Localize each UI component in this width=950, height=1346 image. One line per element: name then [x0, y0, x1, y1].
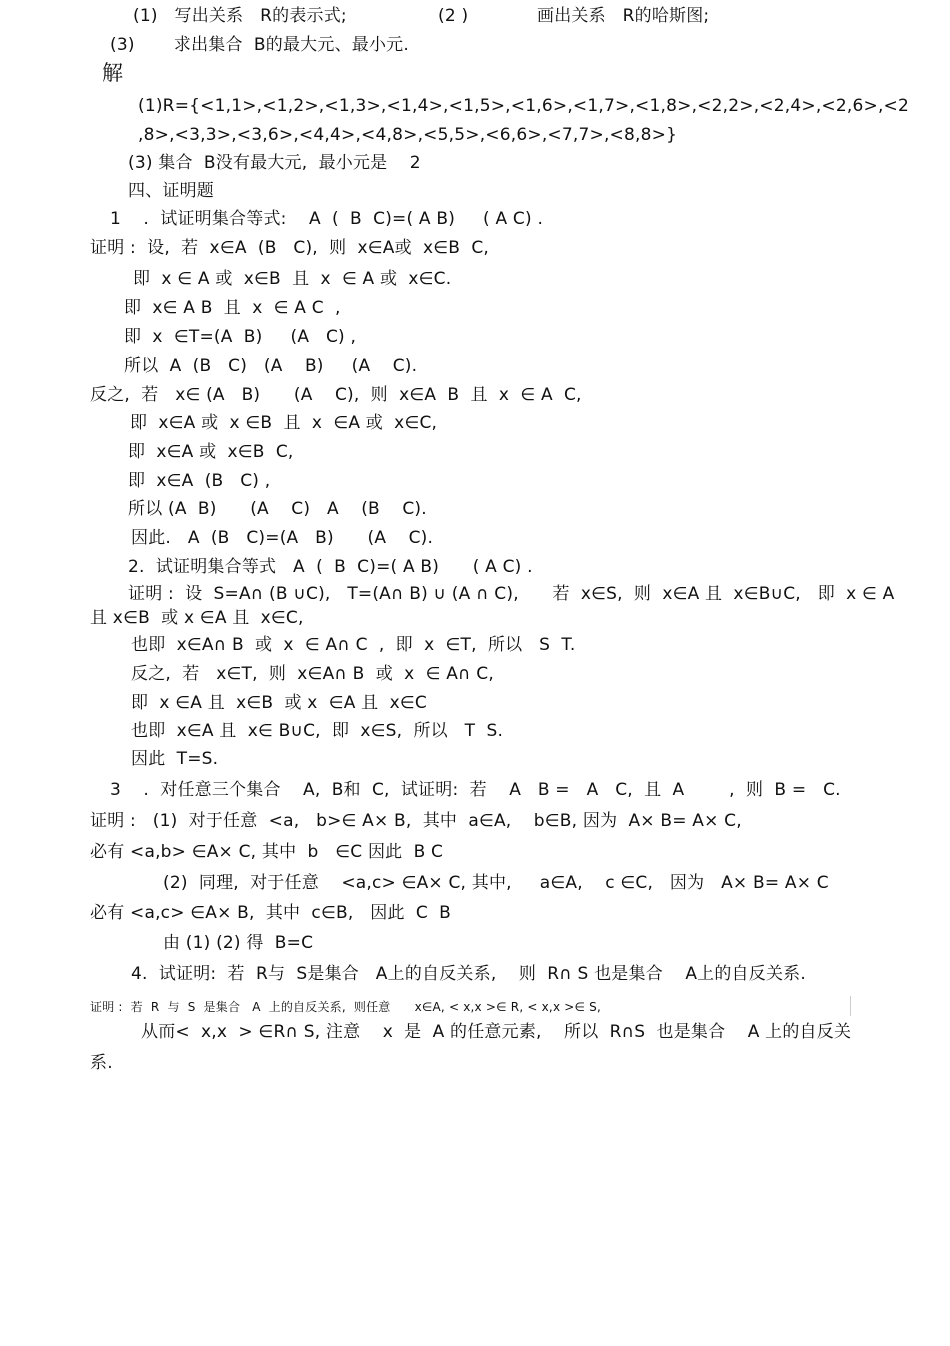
proof-1-line: 即 x∈ A B 且 x ∈ A C ,: [124, 298, 341, 318]
proof-3-line: 证明 : (1) 对于任意 <a, b>∈ A× B, 其中 a∈A, b∈B, 因为 A× B= A× C,: [90, 811, 742, 831]
relation-set-line-1: (1)R={<1,1>,<1,2>,<1,3>,<1,4>,<1,5>,<1,6>,<1,7>,<1,8>,<2,2>,<2,4>,<2,6>,<2: [138, 96, 910, 116]
section-heading: 四、证明题: [128, 181, 214, 201]
proof-1-line: 即 x ∈ A 或 x∈B 且 x ∈ A 或 x∈C.: [133, 269, 452, 289]
answer-3: (3) 集合 B没有最大元, 最小元是 2: [128, 153, 421, 173]
proof-2-conclusion: 因此 T=S.: [131, 749, 219, 769]
question-item-2-number: (2 ): [438, 6, 469, 26]
proof-1-line: 证明 : 设, 若 x∈A (B C), 则 x∈A或 x∈B C,: [90, 238, 490, 258]
proof-1-line: 即 x∈A (B C) ,: [128, 471, 271, 491]
proof-3-conclusion: 由 (1) (2) 得 B=C: [163, 933, 314, 953]
proof-4-line: 证明 : 若 R 与 S 是集合 A 上的自反关系, 则任意 x∈A, < x,x >∈ R, < x,x >∈ S,: [90, 1000, 602, 1014]
proof-2-line: 证明 : 设 S=A∩ (B ∪C), T=(A∩ B) ∪ (A ∩ C), 若 x∈S, 则 x∈A 且 x∈B∪C, 即 x ∈ A: [128, 584, 895, 604]
line-divider: [850, 996, 851, 1016]
proof-3-line: 必有 <a,c> ∈A× B, 其中 c∈B, 因此 C B: [90, 903, 452, 923]
proof-1-line: 所以 A (B C) (A B) (A C).: [124, 356, 418, 376]
solution-heading: 解: [102, 61, 124, 85]
proof-1-conclusion: 因此. A (B C)=(A B) (A C).: [131, 528, 434, 548]
proof-2-line: 即 x ∈A 且 x∈B 或 x ∈A 且 x∈C: [131, 693, 427, 713]
proof-1-line: 反之, 若 x∈ (A B) (A C), 则 x∈A B 且 x ∈ A C,: [90, 385, 582, 405]
proof-2-line: 也即 x∈A 且 x∈ B∪C, 即 x∈S, 所以 T S.: [131, 721, 504, 741]
proof-2-line: 也即 x∈A∩ B 或 x ∈ A∩ C , 即 x ∈T, 所以 S T.: [131, 635, 576, 655]
proof-1-line: 即 x ∈T=(A B) (A C) ,: [124, 327, 357, 347]
proof-4-line: 从而< x,x > ∈R∩ S, 注意 x 是 A 的任意元素, 所以 R∩S 也是集合 A 上的自反关: [141, 1022, 852, 1042]
question-item-1: (1) 写出关系 R的表示式;: [133, 6, 347, 26]
proof-4-conclusion: 系.: [90, 1053, 113, 1073]
question-item-3: (3) 求出集合 B的最大元、最小元.: [110, 35, 409, 55]
problem-4: 4. 试证明: 若 R与 S是集合 A上的自反关系, 则 R∩ S 也是集合 A上的自反关系.: [131, 964, 806, 984]
question-item-2: 画出关系 R的哈斯图;: [537, 6, 710, 26]
relation-set-line-2: ,8>,<3,3>,<3,6>,<4,4>,<4,8>,<5,5>,<6,6>,<7,7>,<8,8>}: [138, 125, 678, 145]
proof-3-line: (2) 同理, 对于任意 <a,c> ∈A× C, 其中, a∈A, c ∈C, 因为 A× B= A× C: [163, 873, 829, 893]
problem-3: 3 . 对任意三个集合 A, B和 C, 试证明: 若 A B = A C, 且 A , 则 B = C.: [110, 780, 841, 800]
problem-2: 2. 试证明集合等式 A ( B C)=( A B) ( A C) .: [128, 557, 533, 577]
proof-2-line: 且 x∈B 或 x ∈A 且 x∈C,: [90, 608, 304, 628]
proof-1-line: 即 x∈A 或 x ∈B 且 x ∈A 或 x∈C,: [130, 413, 438, 433]
proof-1-line: 所以 (A B) (A C) A (B C).: [128, 499, 427, 519]
proof-3-line: 必有 <a,b> ∈A× C, 其中 b ∈C 因此 B C: [90, 842, 444, 862]
proof-2-line: 反之, 若 x∈T, 则 x∈A∩ B 或 x ∈ A∩ C,: [131, 664, 494, 684]
problem-1: 1 . 试证明集合等式: A ( B C)=( A B) ( A C) .: [110, 209, 544, 229]
proof-1-line: 即 x∈A 或 x∈B C,: [128, 442, 294, 462]
